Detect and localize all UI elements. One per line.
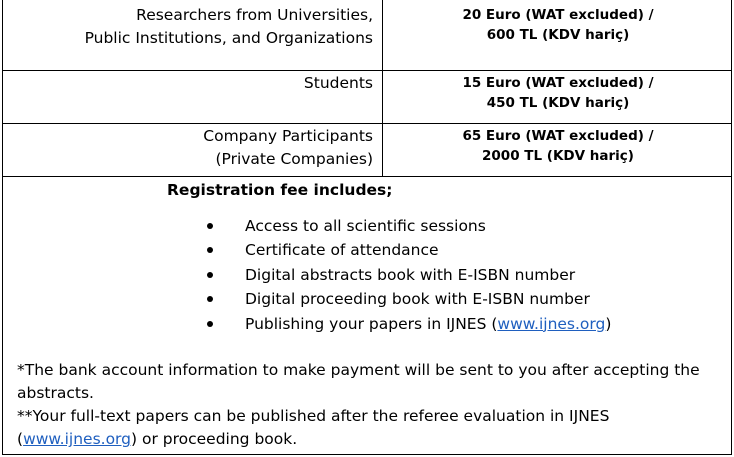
list-item bbox=[203, 287, 611, 311]
row-divider bbox=[3, 123, 731, 124]
fulltext-note bbox=[17, 405, 717, 451]
list-item-text: ) bbox=[605, 314, 612, 333]
note-line: **Your full-text papers can be published after the referee evaluation in IJNES bbox=[17, 407, 610, 425]
fee-category-students bbox=[304, 72, 373, 95]
fee-line: 450 TL (KDV hariç) bbox=[486, 95, 630, 111]
fee-amount-researchers bbox=[383, 5, 733, 45]
category-line: (Private Companies) bbox=[215, 150, 373, 168]
category-line: Students bbox=[303, 74, 373, 92]
fee-line: 2000 TL (KDV hariç) bbox=[482, 148, 634, 164]
fee-line: 20 Euro (WAT excluded) / bbox=[462, 7, 654, 23]
category-line: Public Institutions, and Organizations bbox=[84, 29, 373, 47]
list-item bbox=[203, 214, 611, 238]
bullet-icon bbox=[207, 321, 213, 327]
note-line: abstracts. bbox=[17, 384, 94, 402]
list-item bbox=[203, 263, 611, 287]
list-item-text: Access to all scientific sessions bbox=[245, 217, 486, 235]
bullet-icon bbox=[207, 272, 213, 278]
list-item-text: Digital proceeding book with E-ISBN number bbox=[245, 290, 590, 309]
fee-line: 15 Euro (WAT excluded) / bbox=[462, 75, 654, 91]
list-item bbox=[203, 238, 611, 262]
includes-title: Registration fee includes; bbox=[167, 181, 393, 199]
category-line: Researchers from Universities, bbox=[136, 6, 373, 24]
fee-line: 600 TL (KDV hariç) bbox=[486, 27, 630, 43]
list-item-text: Certificate of attendance bbox=[245, 241, 439, 260]
ijnes-link[interactable]: www.ijnes.org bbox=[497, 314, 606, 333]
note-line bbox=[17, 428, 717, 451]
category-line: Company Participants bbox=[203, 127, 373, 145]
fee-line: 65 Euro (WAT excluded) / bbox=[462, 128, 654, 144]
bullet-icon bbox=[207, 247, 213, 253]
row-divider bbox=[3, 176, 731, 177]
list-item-text: Digital abstracts book with E-ISBN number bbox=[245, 265, 576, 284]
includes-list bbox=[203, 214, 611, 336]
list-item bbox=[203, 312, 611, 336]
note-text: ( bbox=[17, 430, 24, 448]
list-item-text: Publishing your papers in IJNES ( bbox=[245, 314, 498, 333]
fee-amount-company bbox=[383, 126, 733, 166]
bullet-icon bbox=[207, 296, 213, 302]
ijnes-link[interactable]: www.ijnes.org bbox=[23, 430, 131, 448]
fee-category-company bbox=[203, 125, 373, 171]
note-text: ) or proceeding book. bbox=[131, 430, 298, 448]
fee-category-researchers bbox=[85, 4, 373, 50]
fee-amount-students bbox=[383, 73, 733, 113]
note-line: *The bank account information to make payment will be sent to you after accepting the bbox=[17, 361, 700, 379]
bullet-icon bbox=[207, 223, 213, 229]
registration-fee-table bbox=[2, 0, 732, 455]
bank-account-note bbox=[17, 359, 717, 405]
row-divider bbox=[3, 70, 731, 71]
